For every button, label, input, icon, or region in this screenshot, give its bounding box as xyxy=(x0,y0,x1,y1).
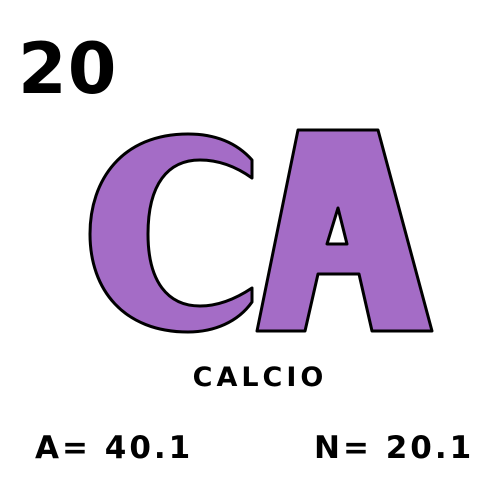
symbol-letter-a xyxy=(257,130,432,331)
symbol-letter-c xyxy=(90,134,252,332)
element-name: CALCIO xyxy=(192,362,328,393)
atomic-number: 20 xyxy=(18,28,118,110)
atomic-mass-label: A= 40.1 xyxy=(35,430,194,466)
neutron-count-label: N= 20.1 xyxy=(314,430,475,466)
